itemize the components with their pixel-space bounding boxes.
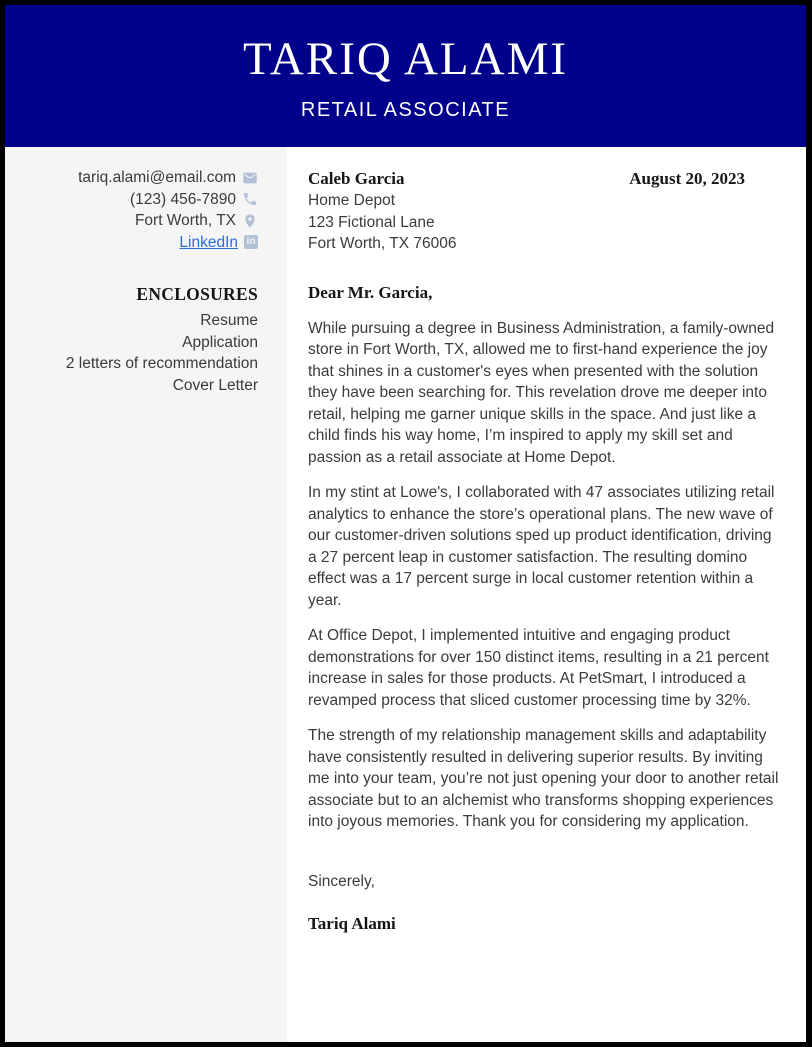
- enclosures-section: [15, 284, 258, 396]
- letter-paragraph: The strength of my relationship management skills and adaptability have consistently resulted in delivering superior results. By inviting me into your team, you’re not just opening your door to another retail associate but to an alchemist who transforms shopping experiences into joyous memories. Thank you for considering my application.: [308, 727, 779, 830]
- letter-paragraph: While pursuing a degree in Business Administration, a family-owned store in Fort Worth, TX, allowed me to first-hand experience the joy that shines in a customer's eyes when presented with the solution they have been searching for. This revelation drove me deeper into retail, helping me garner unique skills in the space. And just like a child finds his way home, I’m inspired to apply my skill set and passion as a retail associate at Home Depot.: [308, 319, 775, 466]
- phone-icon: [242, 191, 258, 207]
- page-content: [5, 147, 806, 1042]
- enclosure-item: Application: [182, 333, 258, 351]
- enclosures-title: ENCLOSURES: [136, 284, 258, 304]
- letter-header: [5, 5, 806, 147]
- recipient-block: [308, 168, 456, 255]
- sidebar: [5, 147, 287, 1042]
- recipient-city: Fort Worth, TX 76006: [308, 235, 457, 252]
- signature-name: Tariq Alami: [308, 914, 396, 933]
- candidate-name: TARIQ ALAMI: [242, 33, 569, 85]
- recipient-and-date-row: [308, 168, 782, 255]
- enclosure-item: 2 letters of recommendation: [65, 355, 258, 373]
- location-text: Fort Worth, TX: [134, 212, 236, 229]
- letter-paragraph: At Office Depot, I implemented intuitive and engaging product demonstrations for over 150 distinct items, resulting in a 21 percent increase in sales for those products. At PetSmart, I introduced a revamped process that sliced customer processing time by 32%.: [308, 627, 769, 709]
- contact-block: [15, 167, 258, 253]
- letter-date: August 20, 2023: [629, 169, 745, 188]
- map-pin-icon: [242, 213, 258, 229]
- linkedin-icon: in: [244, 235, 258, 249]
- candidate-job-title: RETAIL ASSOCIATE: [300, 99, 511, 121]
- contact-location-row: [15, 210, 258, 232]
- salutation: Dear Mr. Garcia,: [308, 282, 433, 302]
- linkedin-link[interactable]: LinkedIn: [179, 233, 238, 251]
- recipient-name: Caleb Garcia: [308, 169, 405, 188]
- closing: Sincerely,: [308, 872, 375, 890]
- email-text: tariq.alami@email.com: [78, 169, 236, 186]
- enclosure-item: Resume: [200, 312, 258, 329]
- envelope-icon: [242, 170, 258, 186]
- enclosure-item: Cover Letter: [172, 376, 258, 394]
- phone-text: (123) 456-7890: [130, 190, 236, 208]
- contact-email-row: [15, 167, 258, 189]
- enclosures-list: [15, 310, 258, 396]
- contact-linkedin-row: [15, 232, 258, 254]
- letter-body: [287, 147, 806, 1042]
- recipient-company: Home Depot: [308, 192, 396, 209]
- recipient-street: 123 Fictional Lane: [308, 213, 435, 231]
- contact-phone-row: [15, 189, 258, 211]
- letter-paragraph: In my stint at Lowe's, I collaborated with 47 associates utilizing retail analytics to enhance the store’s operational plans. The new wave of our customer-driven solutions sped up product identification, driving a 27 percent leap in customer satisfaction. The resulting domino effect was a 17 percent surge in local customer retention within a year.: [308, 484, 775, 609]
